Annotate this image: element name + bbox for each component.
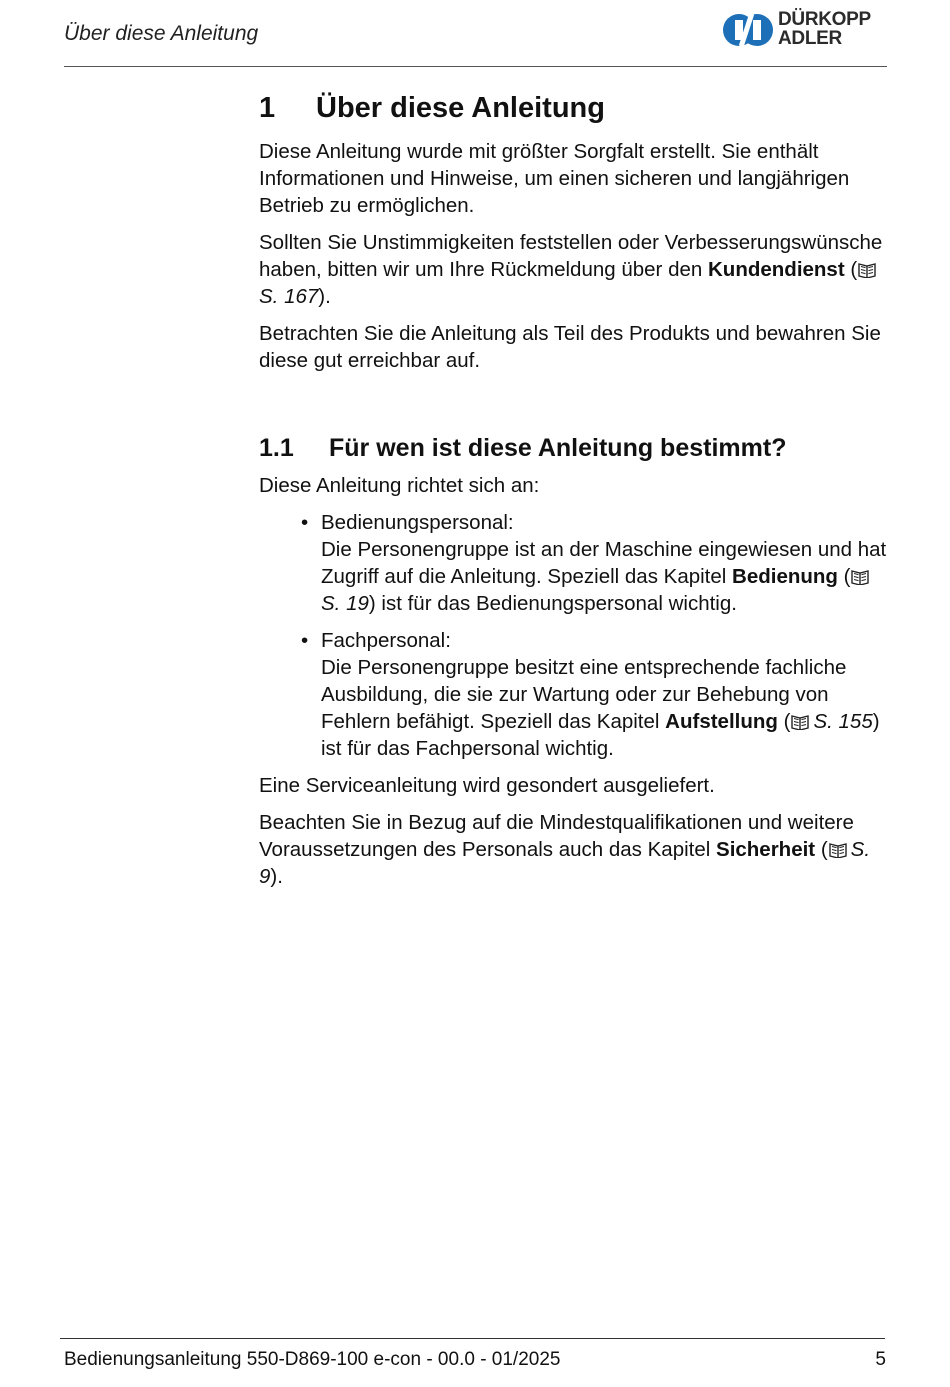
service-paragraph: Eine Serviceanleitung wird gesondert ausgeliefert. <box>259 774 715 797</box>
feedback-text: Sollten Sie Unstimmigkeiten feststellen oder Verbesserungswünsche haben, bitten wir um Ihre Rückmeldung über den <box>259 231 883 281</box>
audience-term: • Bedienungspersonal: <box>321 511 514 534</box>
book-icon <box>828 841 848 858</box>
book-icon <box>790 713 810 730</box>
subsection-number: 1.1 <box>259 434 294 462</box>
list-item <box>321 509 889 617</box>
footer-document-id: Bedienungsanleitung 550-D869-100 e-con - 00.0 - 01/2025 <box>64 1349 561 1370</box>
logo-mark-icon <box>722 8 774 52</box>
list-item <box>321 627 889 762</box>
book-icon <box>850 568 870 585</box>
chapter-link-operation[interactable]: Bedienung <box>732 565 838 588</box>
audience-intro: Diese Anleitung richtet sich an: <box>259 474 540 497</box>
subsection-heading <box>259 432 889 464</box>
qualification-paragraph: Beachten Sie in Bezug auf die Mindestqualifikationen und weitere Voraussetzungen des Personals auch das Kapitel Sicherheit ( S. 9). <box>259 811 871 888</box>
book-icon <box>857 261 877 278</box>
customer-service-link[interactable]: Kundendienst <box>708 258 845 281</box>
page-reference[interactable]: S. 19 <box>321 592 369 615</box>
logo-word-top: DÜRKOPP <box>778 9 871 30</box>
chapter-link-safety[interactable]: Sicherheit <box>716 838 816 861</box>
chapter-link-setup[interactable]: Aufstellung <box>665 710 778 733</box>
page-reference[interactable]: S. 155 <box>813 710 873 733</box>
logo-word-bottom: ADLER <box>778 28 842 49</box>
section-title: Über diese Anleitung <box>316 92 605 124</box>
subsection-title: Für wen ist diese Anleitung bestimmt? <box>329 434 787 462</box>
page-content <box>259 90 889 900</box>
footer-divider <box>60 1338 885 1339</box>
page-reference[interactable]: S. 167 <box>259 285 319 308</box>
section-heading <box>259 90 889 126</box>
audience-description: Die Personengruppe ist an der Maschine eingewiesen und hat Zugriff auf die Anleitung. Speziell das Kapitel Bedienung (S. 19) ist für das Bedienungspersonal wichtig. <box>321 538 887 615</box>
brand-logo <box>722 8 888 52</box>
section-number: 1 <box>259 92 276 124</box>
page-number: 5 <box>875 1349 886 1370</box>
storage-paragraph: Betrachten Sie die Anleitung als Teil des Produkts und bewahren Sie diese gut erreichbar auf. <box>259 322 881 372</box>
header-title: Über diese Anleitung <box>64 22 259 45</box>
audience-description: Die Personengruppe besitzt eine entsprechende fachliche Ausbildung, die sie zur Wartung oder zur Behebung von Fehlern befähigt. Speziell das Kapitel Aufstellung ( S. 155) ist für das Fachpersonal wichtig. <box>321 656 880 760</box>
page-reference[interactable]: S. 9 <box>259 838 871 888</box>
audience-term: • Fachpersonal: <box>321 629 451 652</box>
audience-list <box>259 509 889 762</box>
header-divider <box>64 66 887 67</box>
feedback-paragraph: Sollten Sie Unstimmigkeiten feststellen oder Verbesserungswünsche haben, bitten wir um Ihre Rückmeldung über den Kundendienst (S. 167). <box>259 231 883 308</box>
intro-paragraph: Diese Anleitung wurde mit größter Sorgfalt erstellt. Sie enthält Informationen und Hinweise, um einen sicheren und langjährigen Betrieb zu ermöglichen. <box>259 140 850 217</box>
